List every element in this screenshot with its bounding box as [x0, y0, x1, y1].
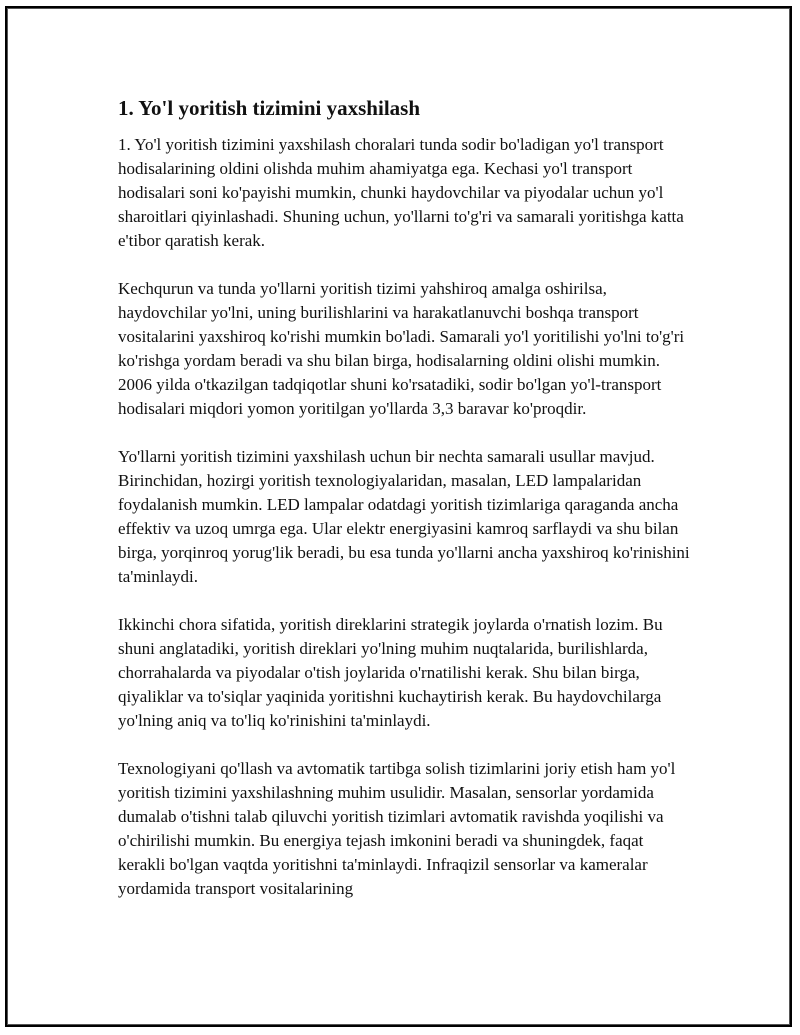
- paragraph-3: Yo'llarni yoritish tizimini yaxshilash uchun bir nechta samarali usullar mavjud. Birinchidan, hozirgi yoritish texnologiyalaridan, masalan, LED lampalaridan foydalanish mumkin. LED lampalar odatdagi yoritish tizimlariga qaraganda ancha effektiv va uzoq umrga ega. Ular elektr energiyasini kamroq sarflaydi va shu bilan birga, yorqinroq yorug'lik beradi, bu esa tunda yo'llarni ancha yaxshiroq ko'rinishini ta'minlaydi.: [118, 447, 690, 586]
- paragraph-5: Texnologiyani qo'llash va avtomatik tartibga solish tizimlarini joriy etish ham yo'l yoritish tizimini yaxshilashning muhim usulidir. Masalan, sensorlar yordamida dumalab o'tishni talab qiluvchi yoritish tizimlari avtomatik ravishda yoqilishi va o'chirilishi mumkin. Bu energiya tejash imkonini beradi va shuningdek, faqat kerakli bo'lgan vaqtda yoritishni ta'minlaydi. Infraqizil sensorlar va kameralar yordamida transport vositalarining: [118, 759, 676, 898]
- document-body: [118, 95, 693, 925]
- document-heading: 1. Yo'l yoritish tizimini yaxshilash: [118, 96, 421, 120]
- paragraph-1: 1. Yo'l yoritish tizimini yaxshilash choralari tunda sodir bo'ladigan yo'l transport hodisalarining oldini olishda muhim ahamiyatga ega. Kechasi yo'l transport hodisalari soni ko'payishi mumkin, chunki haydovchilar va piyodalar uchun yo'l sharoitlari qiyinlashadi. Shuning uchun, yo'llarni to'g'ri va samarali yoritishga katta e'tibor qaratish kerak.: [118, 135, 684, 250]
- paragraph-2: Kechqurun va tunda yo'llarni yoritish tizimi yahshiroq amalga oshirilsa, haydovchilar yo'lni, uning burilishlarini va harakatlanuvchi boshqa transport vositalarini yaxshiroq ko'rishi mumkin bo'ladi. Samarali yo'l yoritilishi yo'lni to'g'ri ko'rishga yordam beradi va shu bilan birga, hodisalarning oldini olishi mumkin. 2006 yilda o'tkazilgan tadqiqotlar shuni ko'rsatadiki, sodir bo'lgan yo'l-transport hodisalari miqdori yomon yoritilgan yo'llarda 3,3 baravar ko'proqdir.: [118, 279, 685, 418]
- paragraph-4: Ikkinchi chora sifatida, yoritish direklarini strategik joylarda o'rnatish lozim. Bu shuni anglatadiki, yoritish direklari yo'lning muhim nuqtalarida, burilishlarda, chorrahalarda va piyodalar o'tish joylarida o'rnatilishi kerak. Shu bilan birga, qiyaliklar va to'siqlar yaqinida yoritishni kuchaytirish kerak. Bu haydovchilarga yo'lning aniq va to'liq ko'rinishini ta'minlaydi.: [118, 615, 663, 730]
